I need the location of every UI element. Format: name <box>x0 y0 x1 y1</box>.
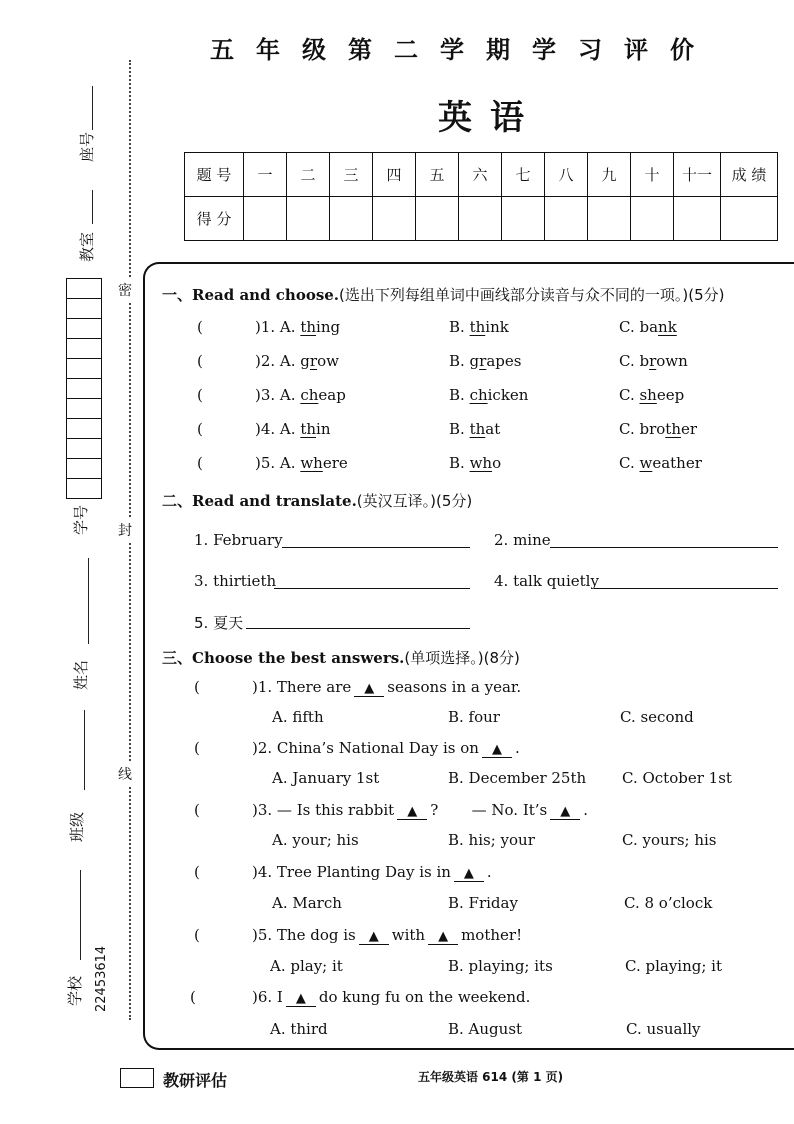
class-label: 班级 <box>68 811 86 842</box>
q6-option-a[interactable]: A. third <box>270 1020 328 1038</box>
seal-char-feng: 封 <box>118 518 132 542</box>
mc-question-1: )1. There are ▲ seasons in a year. <box>252 678 522 696</box>
student-id-label: 学号 <box>72 504 90 535</box>
school-line <box>80 870 81 960</box>
answer-paren[interactable]: ( <box>194 801 200 819</box>
seal-char-mi: 密 <box>118 278 132 302</box>
score-header-row <box>185 153 778 197</box>
classroom-label: 教室 <box>78 231 96 262</box>
phonics-q4-option-b[interactable]: B. that <box>449 420 501 438</box>
score-input-row <box>185 197 778 241</box>
section1-title: 一、Read and choose. <box>162 286 340 304</box>
q6-option-c[interactable]: C. usually <box>626 1020 701 1038</box>
section3-instruction: (单项选择。)(8分) <box>404 649 520 667</box>
answer-paren[interactable]: ( <box>197 420 203 438</box>
q1-option-b[interactable]: B. four <box>448 708 500 726</box>
answer-paren[interactable]: ( <box>194 926 200 944</box>
translate-item-1: 1. February <box>194 531 283 549</box>
section1-instruction: (选出下列每组单词中画线部分读音与众不同的一项。)(5分) <box>339 286 725 304</box>
score-cell-1: 一 <box>244 153 287 197</box>
answer-paren[interactable]: ( <box>190 988 196 1006</box>
section2-title: 二、Read and translate. <box>162 492 357 510</box>
score-input-4[interactable] <box>373 197 416 241</box>
phonics-q5-option-a[interactable]: )5. A. where <box>255 454 348 472</box>
phonics-q3-option-b[interactable]: B. chicken <box>449 386 529 404</box>
q4-option-b[interactable]: B. Friday <box>448 894 518 912</box>
translate-item-5: 5. 夏天 <box>194 614 244 632</box>
q4-option-a[interactable]: A. March <box>272 894 342 912</box>
answer-paren[interactable]: ( <box>194 678 200 696</box>
blank-triangle-icon: ▲ <box>482 743 512 758</box>
score-cell-2: 二 <box>287 153 330 197</box>
q4-option-c[interactable]: C. 8 o’clock <box>624 894 713 912</box>
score-cell-10: 十 <box>631 153 674 197</box>
mc-question-6: )6. I ▲ do kung fu on the weekend. <box>252 988 531 1006</box>
blank-triangle-icon: ▲ <box>354 682 384 697</box>
translate-answer-1[interactable] <box>282 546 470 548</box>
phonics-q4-option-c[interactable]: C. brother <box>619 420 698 438</box>
score-cell-6: 六 <box>459 153 502 197</box>
q5-option-b[interactable]: B. playing; its <box>448 957 553 975</box>
translate-item-2: 2. mine <box>494 531 551 549</box>
blank-triangle-icon: ▲ <box>397 805 427 820</box>
name-label: 姓名 <box>72 659 90 690</box>
score-input-total[interactable] <box>721 197 778 241</box>
translate-answer-2[interactable] <box>550 546 778 548</box>
phonics-q3-option-a[interactable]: )3. A. cheap <box>255 386 346 404</box>
phonics-q2-option-c[interactable]: C. brown <box>619 352 688 370</box>
answer-paren[interactable]: ( <box>197 352 203 370</box>
score-cell-9: 九 <box>588 153 631 197</box>
score-input-8[interactable] <box>545 197 588 241</box>
score-input-10[interactable] <box>631 197 674 241</box>
score-input-2[interactable] <box>287 197 330 241</box>
score-cell-11: 十一 <box>674 153 721 197</box>
score-cell-4: 四 <box>373 153 416 197</box>
class-line <box>84 710 85 790</box>
score-cell-5: 五 <box>416 153 459 197</box>
score-input-9[interactable] <box>588 197 631 241</box>
seat-label: 座号 <box>78 131 96 162</box>
mc-question-4: )4. Tree Planting Day is in ▲ . <box>252 863 492 881</box>
footer-page-number: 五年级英语 614 (第 1 页) <box>418 1070 564 1084</box>
translate-answer-5[interactable] <box>246 627 470 629</box>
score-row-label: 得 分 <box>185 197 244 241</box>
q2-option-a[interactable]: A. January 1st <box>272 769 380 787</box>
score-cell-label: 题 号 <box>185 153 244 197</box>
phonics-q5-option-b[interactable]: B. who <box>449 454 502 472</box>
score-input-6[interactable] <box>459 197 502 241</box>
q3-option-a[interactable]: A. your; his <box>272 831 359 849</box>
seal-char-xian: 线 <box>118 762 132 786</box>
section2-heading <box>162 490 472 511</box>
answer-paren[interactable]: ( <box>194 863 200 881</box>
score-cell-8: 八 <box>545 153 588 197</box>
mc-question-3: )3. — Is this rabbit ▲ ? — No. It’s ▲ . <box>252 801 589 819</box>
phonics-q2-option-b[interactable]: B. grapes <box>449 352 522 370</box>
name-line <box>88 558 89 644</box>
translate-item-4: 4. talk quietly <box>494 572 599 590</box>
section3-title: 三、Choose the best answers. <box>162 649 405 667</box>
score-input-1[interactable] <box>244 197 287 241</box>
blank-triangle-icon: ▲ <box>454 867 484 882</box>
q1-option-a[interactable]: A. fifth <box>272 708 324 726</box>
phonics-q1-option-a[interactable]: )1. A. thing <box>255 318 341 336</box>
phonics-q5-option-c[interactable]: C. weather <box>619 454 702 472</box>
classroom-line <box>92 190 93 224</box>
section2-instruction: (英汉互译。)(5分) <box>356 492 473 510</box>
q3-option-b[interactable]: B. his; your <box>448 831 535 849</box>
q3-option-c[interactable]: C. yours; his <box>622 831 717 849</box>
section1-heading <box>162 284 725 305</box>
q5-option-c[interactable]: C. playing; it <box>625 957 723 975</box>
phonics-q2-option-a[interactable]: )2. A. grow <box>255 352 339 370</box>
phonics-q3-option-c[interactable]: C. sheep <box>619 386 685 404</box>
mc-question-5: )5. The dog is ▲ with ▲ mother! <box>252 926 523 944</box>
score-input-5[interactable] <box>416 197 459 241</box>
score-cell-7: 七 <box>502 153 545 197</box>
school-label: 学校 <box>66 975 84 1006</box>
footer-evaluation-label: 教研评估 <box>163 1071 228 1090</box>
evaluation-checkbox[interactable] <box>120 1068 154 1088</box>
exam-code: 22453614 <box>94 945 109 1012</box>
score-table <box>184 152 778 241</box>
score-input-7[interactable] <box>502 197 545 241</box>
seat-line <box>92 86 93 130</box>
answer-paren[interactable]: ( <box>197 386 203 404</box>
exam-title: 五年级第二学期学习评价 <box>210 36 716 64</box>
q1-option-c[interactable]: C. second <box>620 708 694 726</box>
blank-triangle-icon: ▲ <box>550 805 580 820</box>
mc-question-2: )2. China’s National Day is on ▲ . <box>252 739 520 757</box>
translate-item-3: 3. thirtieth <box>194 572 277 590</box>
score-input-11[interactable] <box>674 197 721 241</box>
student-id-grid[interactable] <box>66 278 102 499</box>
score-cell-total: 成 绩 <box>721 153 778 197</box>
score-input-3[interactable] <box>330 197 373 241</box>
blank-triangle-icon: ▲ <box>286 992 316 1007</box>
translate-answer-3[interactable] <box>274 587 470 589</box>
q5-option-a[interactable]: A. play; it <box>270 957 343 975</box>
answer-paren[interactable]: ( <box>197 318 203 336</box>
answer-paren[interactable]: ( <box>197 454 203 472</box>
q2-option-c[interactable]: C. October 1st <box>622 769 732 787</box>
blank-triangle-icon: ▲ <box>428 930 458 945</box>
subject-title: 英语 <box>438 98 542 138</box>
phonics-q1-option-b[interactable]: B. think <box>449 318 509 336</box>
section3-heading <box>162 647 520 668</box>
phonics-q4-option-a[interactable]: )4. A. thin <box>255 420 331 438</box>
translate-answer-4[interactable] <box>594 587 778 589</box>
score-cell-3: 三 <box>330 153 373 197</box>
phonics-q1-option-c[interactable]: C. bank <box>619 318 677 336</box>
q6-option-b[interactable]: B. August <box>448 1020 523 1038</box>
blank-triangle-icon: ▲ <box>359 930 389 945</box>
answer-paren[interactable]: ( <box>194 739 200 757</box>
q2-option-b[interactable]: B. December 25th <box>448 769 587 787</box>
